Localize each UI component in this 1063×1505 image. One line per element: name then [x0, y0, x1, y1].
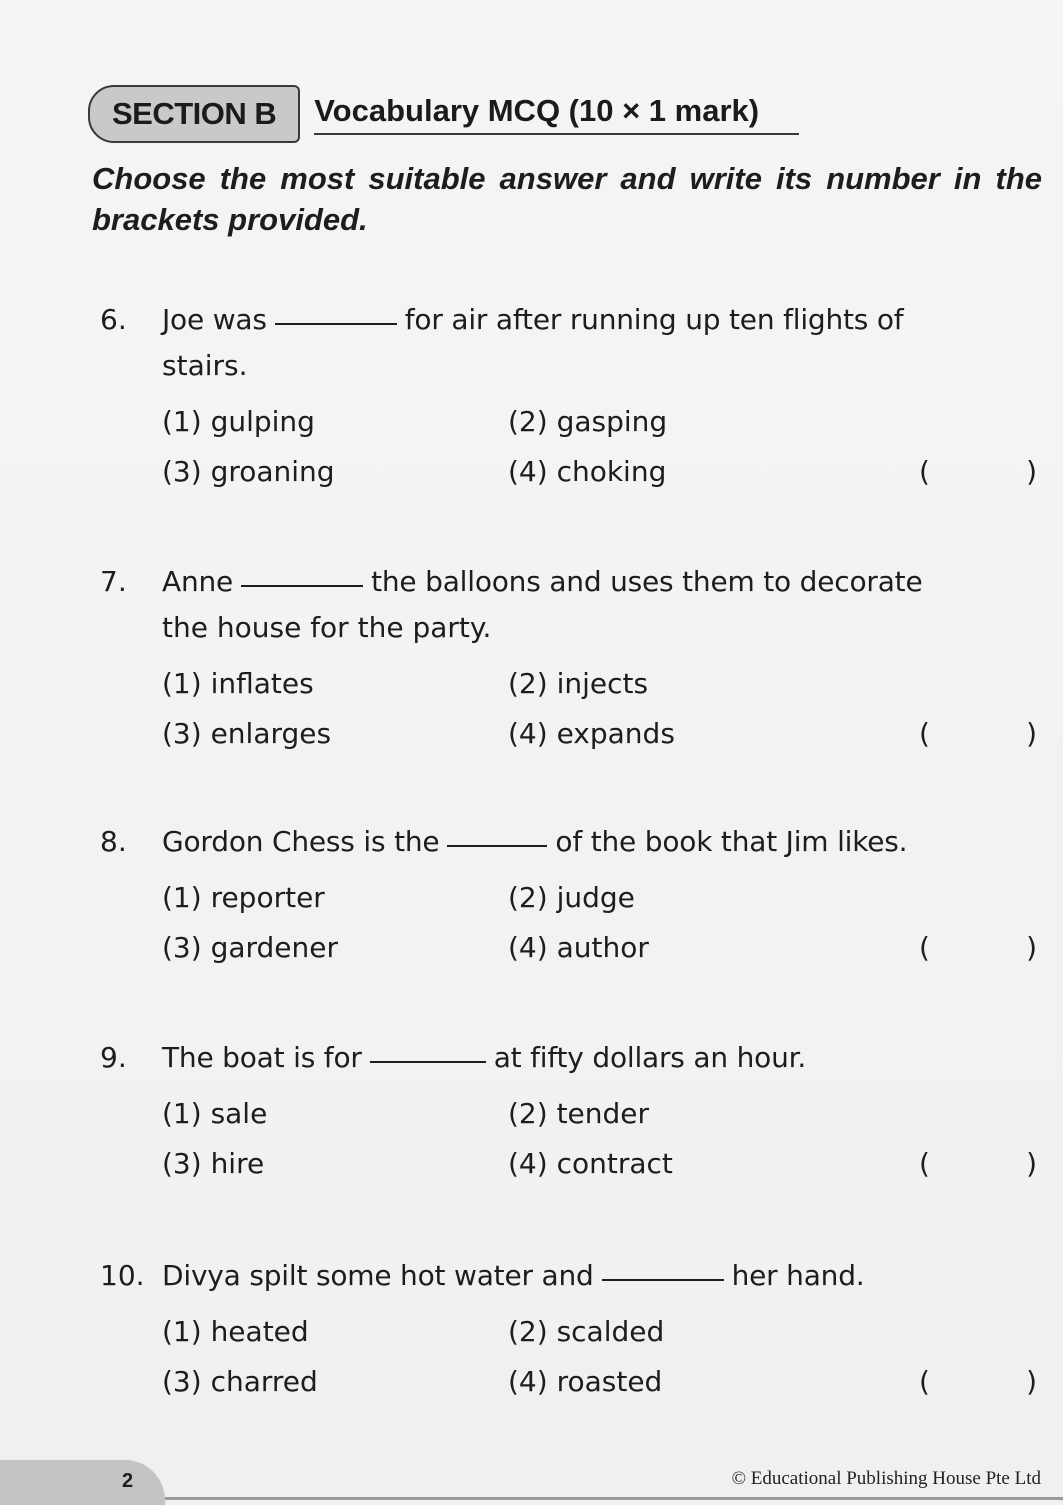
- options: [100, 388, 1045, 488]
- options: [100, 1080, 1045, 1180]
- answer-bracket[interactable]: ( ): [919, 1147, 1037, 1180]
- option-3: (3) enlarges: [162, 717, 332, 750]
- answer-bracket[interactable]: ( ): [919, 717, 1037, 750]
- answer-blank: [602, 1279, 724, 1281]
- option-2: (2) gasping: [508, 405, 668, 438]
- section-header: [88, 86, 799, 142]
- question-stem: Gordon Chess is the of the book that Jim likes.: [162, 825, 908, 858]
- question-8: [100, 812, 1045, 964]
- question-number: 6.: [100, 303, 127, 336]
- question-stem-continued: the house for the party.: [162, 611, 492, 644]
- question-number: 8.: [100, 825, 127, 858]
- answer-blank: [241, 585, 363, 587]
- option-2: (2) tender: [508, 1097, 650, 1130]
- option-3: (3) gardener: [162, 931, 338, 964]
- option-1: (1) heated: [162, 1315, 309, 1348]
- option-4: (4) contract: [508, 1147, 673, 1180]
- option-2: (2) judge: [508, 881, 635, 914]
- question-9: [100, 1028, 1045, 1180]
- option-4: (4) author: [508, 931, 649, 964]
- answer-bracket[interactable]: ( ): [919, 1365, 1037, 1398]
- question-stem: Joe was for air after running up ten flights of: [162, 303, 904, 336]
- option-2: (2) scalded: [508, 1315, 665, 1348]
- answer-blank: [370, 1061, 486, 1063]
- option-3: (3) hire: [162, 1147, 265, 1180]
- option-4: (4) expands: [508, 717, 675, 750]
- question-stem: Divya spilt some hot water and her hand.: [162, 1259, 865, 1292]
- footer-divider: [165, 1497, 1063, 1500]
- question-stem: The boat is for at fifty dollars an hour.: [162, 1041, 807, 1074]
- option-1: (1) gulping: [162, 405, 315, 438]
- answer-blank: [275, 323, 397, 325]
- section-badge: SECTION B: [88, 85, 300, 143]
- option-4: (4) roasted: [508, 1365, 663, 1398]
- options: [100, 864, 1045, 964]
- copyright: © Educational Publishing House Pte Ltd: [731, 1468, 1041, 1489]
- question-number: 10.: [100, 1259, 145, 1292]
- question-stem: Anne the balloons and uses them to decorate: [162, 565, 923, 598]
- answer-blank: [447, 845, 547, 847]
- option-1: (1) inflates: [162, 667, 314, 700]
- question-6: [100, 290, 1045, 488]
- option-4: (4) choking: [508, 455, 667, 488]
- option-2: (2) injects: [508, 667, 649, 700]
- question-number: 9.: [100, 1041, 127, 1074]
- instructions: Choose the most suitable answer and write its number in the brackets provided.: [92, 161, 1042, 237]
- page-number: 2: [122, 1470, 134, 1492]
- options: [100, 1298, 1045, 1398]
- option-1: (1) sale: [162, 1097, 268, 1130]
- question-number: 7.: [100, 565, 127, 598]
- question-10: [100, 1246, 1045, 1398]
- answer-bracket[interactable]: ( ): [919, 931, 1037, 964]
- option-3: (3) groaning: [162, 455, 335, 488]
- question-stem-continued: stairs.: [162, 349, 248, 382]
- section-title: Vocabulary MCQ (10 × 1 mark): [314, 93, 799, 135]
- options: [100, 650, 1045, 750]
- option-3: (3) charred: [162, 1365, 318, 1398]
- footer-tab: [0, 1460, 165, 1505]
- option-1: (1) reporter: [162, 881, 325, 914]
- question-7: [100, 552, 1045, 750]
- answer-bracket[interactable]: ( ): [919, 455, 1037, 488]
